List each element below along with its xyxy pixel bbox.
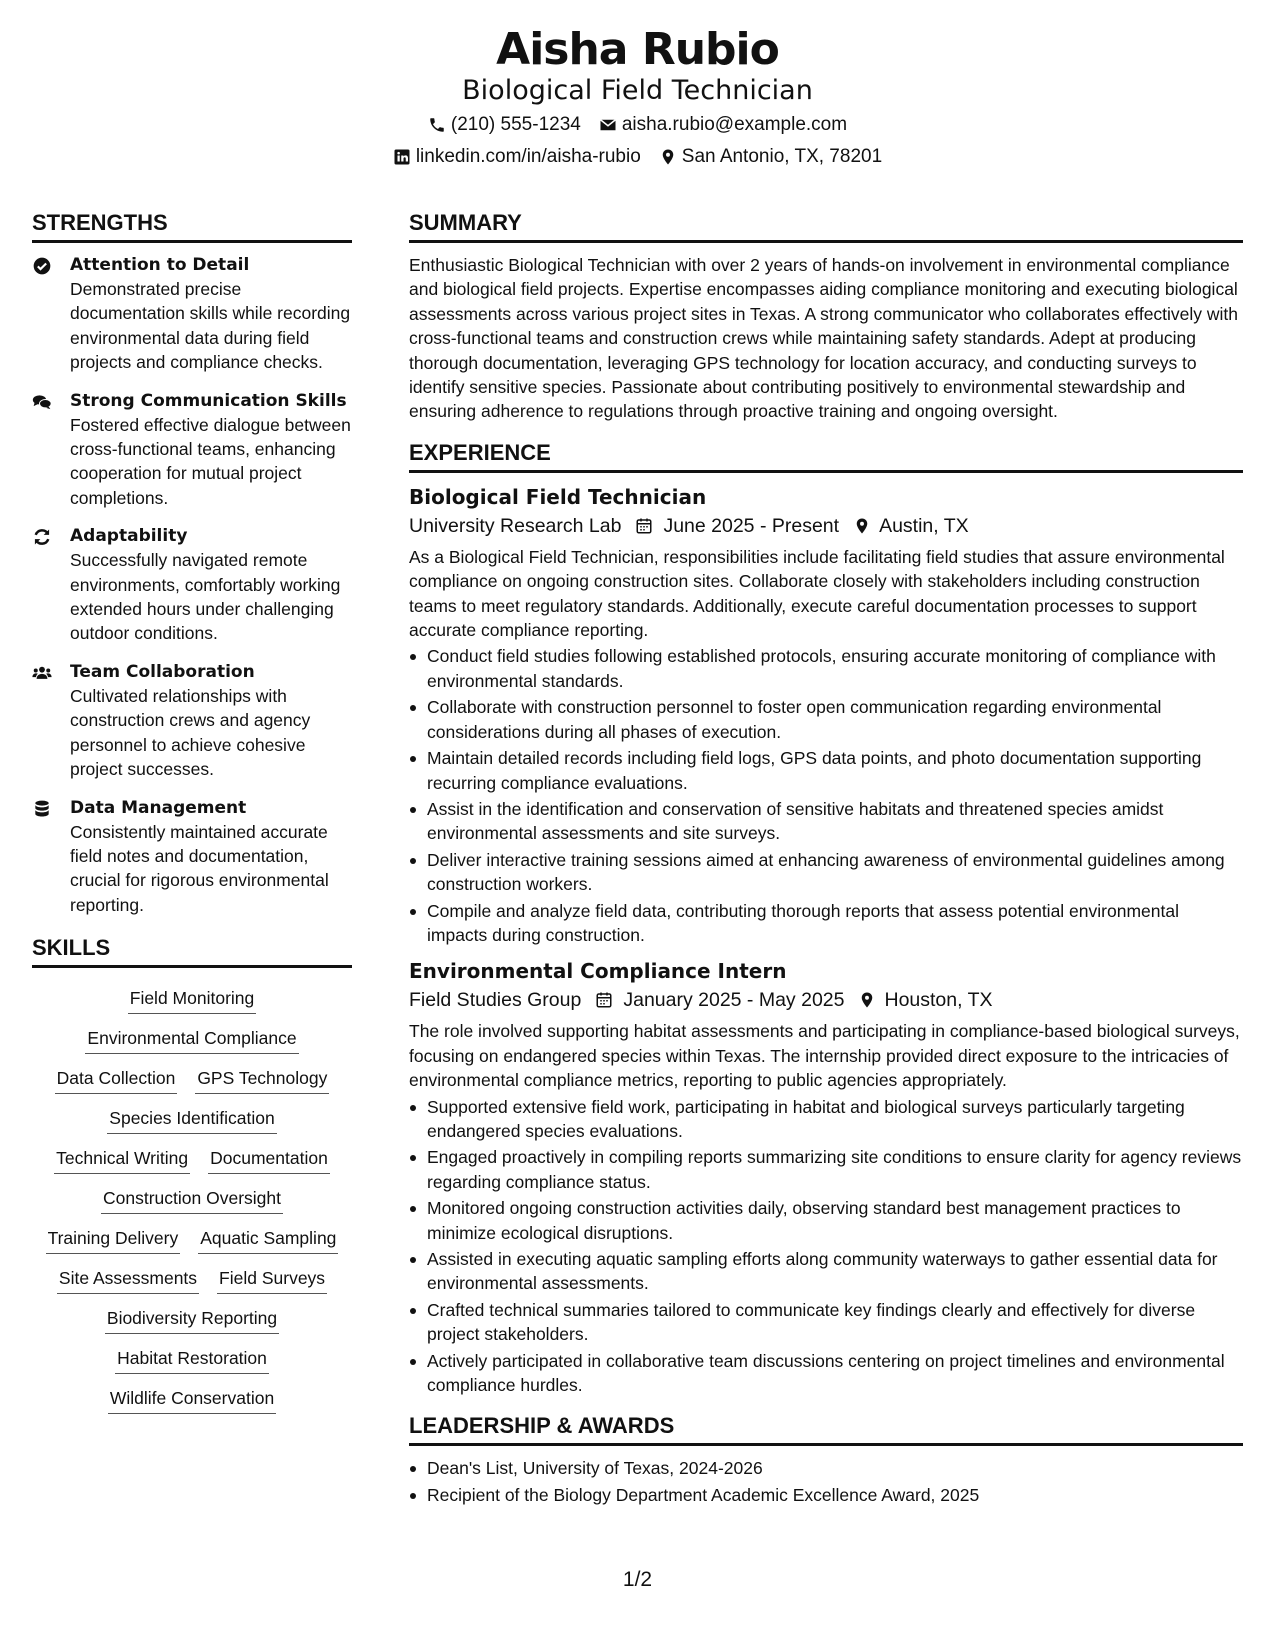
- strength-title: Data Management: [70, 797, 247, 818]
- job-meta: [409, 511, 1243, 541]
- skill-tag: Field Surveys: [217, 1262, 327, 1294]
- right-column: [409, 206, 1243, 1507]
- job-location: Houston, TX: [884, 989, 993, 1012]
- awards-list: [409, 1456, 1243, 1507]
- skill-tag: Species Identification: [32, 1102, 352, 1134]
- strength-desc: Successfully navigated remote environments, comfortably working extended hours under challenging outdoor conditions.: [70, 550, 341, 644]
- skill-tag: Training Delivery: [46, 1222, 181, 1254]
- linkedin-icon: [393, 148, 411, 166]
- candidate-name: Aisha Rubio: [496, 24, 779, 75]
- bullet-item: Assisted in executing aquatic sampling efforts along community waterways to gather essential data for environmental assessments.: [409, 1247, 1243, 1296]
- strength-item: [32, 660, 352, 782]
- job-bullets: [409, 644, 1243, 947]
- job-location: Austin, TX: [879, 514, 969, 537]
- summary-heading: SUMMARY: [409, 206, 1243, 243]
- email-contact[interactable]: [599, 112, 847, 138]
- skill-tag: Technical Writing: [54, 1142, 190, 1174]
- job-desc: The role involved supporting habitat assessments and participating in compliance-based biological surveys, focusing on endangered species within Texas. The internship provided direct exposure to the intricacies of environmental compliance metrics, reporting to public agencies appropriately.: [409, 1021, 1240, 1091]
- phone-contact: [428, 112, 581, 138]
- envelope-icon: [599, 116, 617, 134]
- bullet-item: Collaborate with construction personnel to foster open communication regarding environmental considerations during all phases of execution.: [409, 695, 1243, 744]
- bullet-item: Engaged proactively in compiling reports summarizing site conditions to ensure clarity for agency reviews regarding compliance status.: [409, 1145, 1243, 1194]
- bullet-item: Assist in the identification and conservation of sensitive habitats and threatened species amidst environmental assessments and site surveys.: [409, 797, 1243, 846]
- strength-desc: Consistently maintained accurate field notes and documentation, crucial for rigorous environmental reporting.: [70, 821, 329, 915]
- strength-item: [32, 253, 352, 375]
- strength-title: Adaptability: [70, 526, 188, 547]
- job-entry: [409, 957, 1243, 1397]
- phone-icon: [428, 116, 446, 134]
- job-title: Biological Field Technician: [409, 484, 707, 509]
- strength-title: Team Collaboration: [70, 661, 255, 682]
- contact-row-1: [0, 112, 1275, 138]
- strength-item: [32, 524, 352, 646]
- bullet-item: Compile and analyze field data, contributing thorough reports that assess potential environmental impacts during construction.: [409, 899, 1243, 948]
- map-marker-icon: [659, 148, 677, 166]
- map-marker-icon: [853, 517, 871, 535]
- strength-item: [32, 796, 352, 918]
- calendar-icon: [595, 991, 613, 1009]
- check-circle-icon: [32, 256, 52, 276]
- bullet-item: Deliver interactive training sessions aimed at enhancing awareness of environmental guidelines among construction workers.: [409, 848, 1243, 897]
- strength-title: Attention to Detail: [70, 255, 250, 275]
- bullet-item: Monitored ongoing construction activities daily, observing standard best management practices to minimize ecological disruptions.: [409, 1196, 1243, 1245]
- linkedin-text: linkedin.com/in/aisha-rubio: [415, 146, 641, 167]
- skill-tag: Habitat Restoration: [32, 1342, 352, 1374]
- bullet-item: Actively participated in collaborative team discussions centering on project timelines and environmental compliance hurdles.: [409, 1349, 1243, 1398]
- left-column: [32, 206, 352, 1414]
- summary-text: Enthusiastic Biological Technician with over 2 years of hands-on involvement in environmental compliance and biological field projects. Expertise encompasses aiding compliance monitoring and executing biological assessments across various project sites in Texas. A strong communicator who collaborates effectively with cross-functional teams and construction crews while maintaining safety standards. Adept at producing thorough documentation, leveraging GPS technology for location accuracy, and conducting surveys to identify sensitive species. Passionate about contributing positively to environmental stewardship and ensuring adherence to regulations through proactive training and ongoing oversight.: [409, 255, 1239, 422]
- strength-desc: Cultivated relationships with construction crews and agency personnel to achieve cohesive project successes.: [70, 685, 311, 780]
- database-icon: [32, 799, 52, 819]
- job-title: Environmental Compliance Intern: [409, 959, 787, 984]
- strength-desc: Fostered effective dialogue between cross-functional teams, enhancing cooperation for mutual project completions.: [70, 414, 351, 508]
- skill-tag: Environmental Compliance: [32, 1022, 352, 1054]
- job-entry: [409, 483, 1243, 948]
- job-meta: [409, 985, 1243, 1015]
- page-number: 1/2: [622, 1568, 653, 1591]
- calendar-icon: [635, 517, 653, 535]
- job-desc: As a Biological Field Technician, responsibilities include facilitating field studies that assure environmental compliance on ongoing construction sites. Collaborate closely with stakeholders including construction teams to meet regulatory standards. Additionally, execute careful documentation processes to support accurate compliance reporting.: [409, 546, 1225, 641]
- skill-tag: Aquatic Sampling: [198, 1222, 338, 1254]
- strengths-heading: STRENGTHS: [32, 206, 352, 243]
- resume-header: [0, 22, 1275, 170]
- strength-desc: Demonstrated precise documentation skills while recording environmental data during field projects and compliance checks.: [70, 279, 351, 373]
- users-icon: [32, 663, 52, 683]
- location-contact: [659, 144, 882, 170]
- award-item: Recipient of the Biology Department Academic Excellence Award, 2025: [409, 1483, 1243, 1507]
- skills-list: [32, 978, 352, 1414]
- candidate-title: Biological Field Technician: [462, 75, 813, 106]
- strength-item: [32, 389, 352, 511]
- skill-tag: Documentation: [208, 1142, 330, 1174]
- job-bullets: [409, 1095, 1243, 1398]
- sync-icon: [32, 527, 52, 547]
- strength-title: Strong Communication Skills: [70, 390, 347, 411]
- skill-tag: Field Monitoring: [32, 982, 352, 1014]
- email-text: aisha.rubio@example.com: [621, 114, 848, 135]
- bullet-item: Supported extensive field work, participating in habitat and biological surveys particularly targeting endangered species evaluations.: [409, 1095, 1243, 1144]
- skill-tag: Construction Oversight: [32, 1182, 352, 1214]
- skill-tag: GPS Technology: [195, 1062, 329, 1094]
- job-dates: January 2025 - May 2025: [623, 989, 845, 1012]
- skill-tag: Biodiversity Reporting: [32, 1302, 352, 1334]
- skill-tag: Site Assessments: [57, 1262, 199, 1294]
- location-text: San Antonio, TX, 78201: [681, 146, 883, 167]
- award-item: Dean's List, University of Texas, 2024-2026: [409, 1456, 1243, 1480]
- bullet-item: Crafted technical summaries tailored to communicate key findings clearly and effectively for diverse project stakeholders.: [409, 1298, 1243, 1347]
- job-org: University Research Lab: [409, 514, 622, 537]
- linkedin-contact[interactable]: [393, 144, 641, 170]
- bullet-item: Maintain detailed records including field logs, GPS data points, and photo documentation supporting recurring compliance evaluations.: [409, 746, 1243, 795]
- contact-row-2: [0, 144, 1275, 170]
- phone-text: (210) 555-1234: [450, 114, 581, 135]
- experience-heading: EXPERIENCE: [409, 436, 1243, 473]
- awards-heading: LEADERSHIP & AWARDS: [409, 1409, 1243, 1446]
- job-org: Field Studies Group: [409, 989, 582, 1012]
- skills-heading: SKILLS: [32, 931, 352, 968]
- bullet-item: Conduct field studies following established protocols, ensuring accurate monitoring of compliance with environmental standards.: [409, 644, 1243, 693]
- comments-icon: [32, 392, 52, 412]
- job-dates: June 2025 - Present: [663, 514, 840, 537]
- skill-tag: Data Collection: [55, 1062, 178, 1094]
- map-marker-icon: [858, 991, 876, 1009]
- skill-tag: Wildlife Conservation: [32, 1382, 352, 1414]
